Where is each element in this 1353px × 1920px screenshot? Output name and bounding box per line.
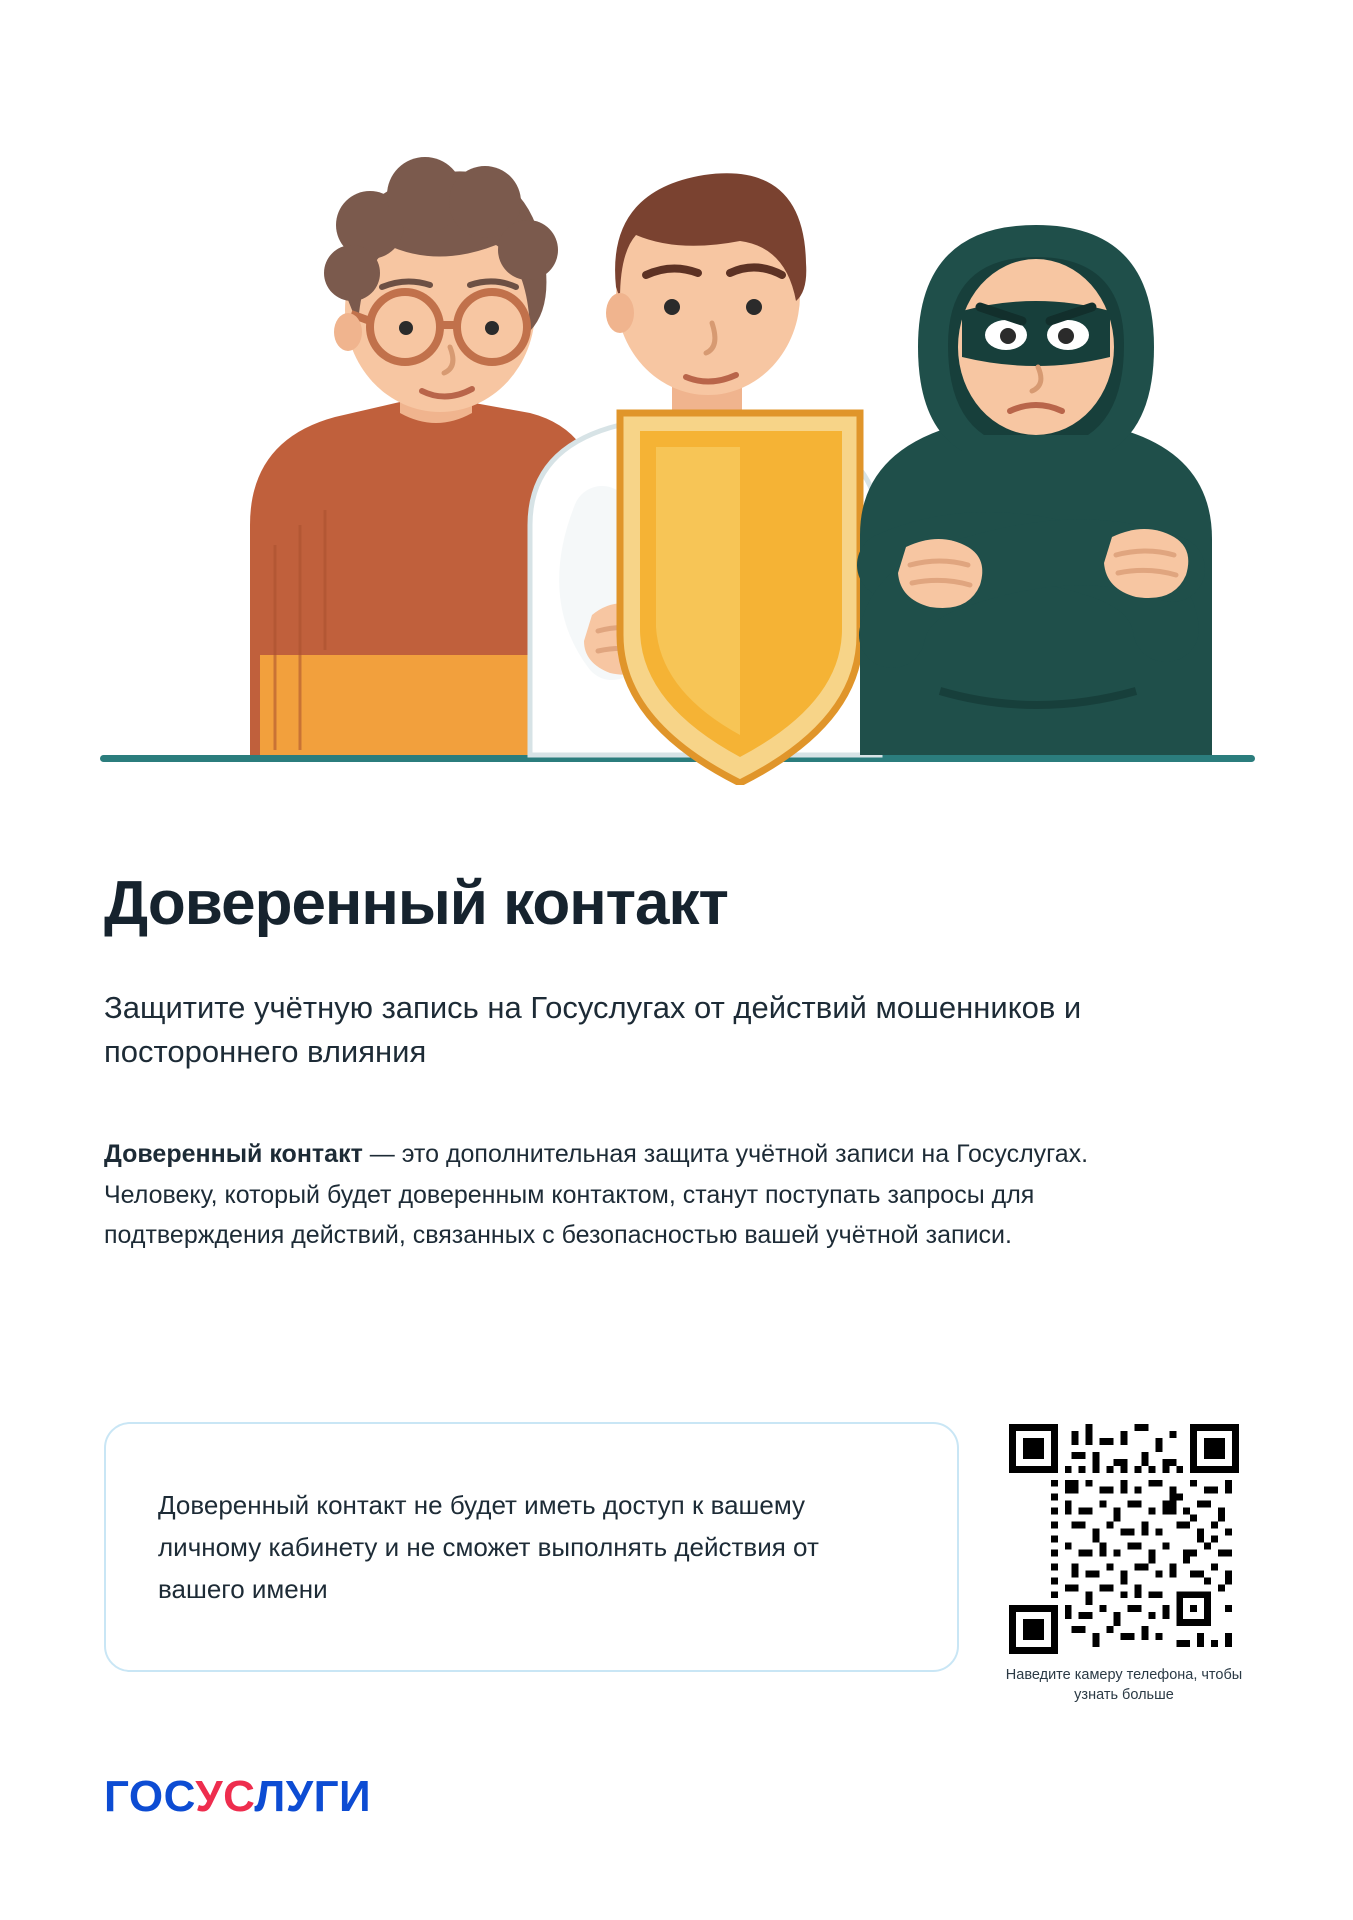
illustration-svg bbox=[100, 95, 1255, 785]
shield-icon bbox=[620, 413, 860, 783]
logo-part-us: УС bbox=[195, 1772, 255, 1821]
gosuslugi-logo bbox=[104, 1772, 372, 1821]
body-paragraph bbox=[104, 1134, 1184, 1256]
qr-caption: Наведите камеру телефона, чтобы узнать больше bbox=[1005, 1667, 1243, 1703]
poster-content bbox=[104, 870, 1254, 1256]
body-lead: Доверенный контакт bbox=[104, 1140, 363, 1169]
page-title: Доверенный контакт bbox=[104, 869, 728, 938]
hero-illustration bbox=[100, 95, 1255, 785]
callout-row bbox=[104, 1422, 1254, 1705]
qr-block bbox=[999, 1422, 1249, 1705]
logo-part-lugi: ЛУГИ bbox=[254, 1772, 372, 1821]
body-rest: — это дополнительная защита учётной записи на Госуслугах. Человеку, который будет доверенным контактом, станут поступать запросы для подтверждения действий, связанных с безопасностью вашей учётной записи. bbox=[104, 1140, 1089, 1250]
info-callout bbox=[104, 1422, 959, 1672]
qr-code[interactable] bbox=[1009, 1424, 1239, 1654]
callout-text: Доверенный контакт не будет иметь доступ к вашему личному кабинету и не сможет выполнять действия от вашего имени bbox=[158, 1489, 819, 1605]
page-subtitle: Защитите учётную запись на Госуслугах от действий мошенников и постороннего влияния bbox=[104, 990, 1082, 1070]
logo-part-gos: ГОС bbox=[104, 1772, 196, 1821]
